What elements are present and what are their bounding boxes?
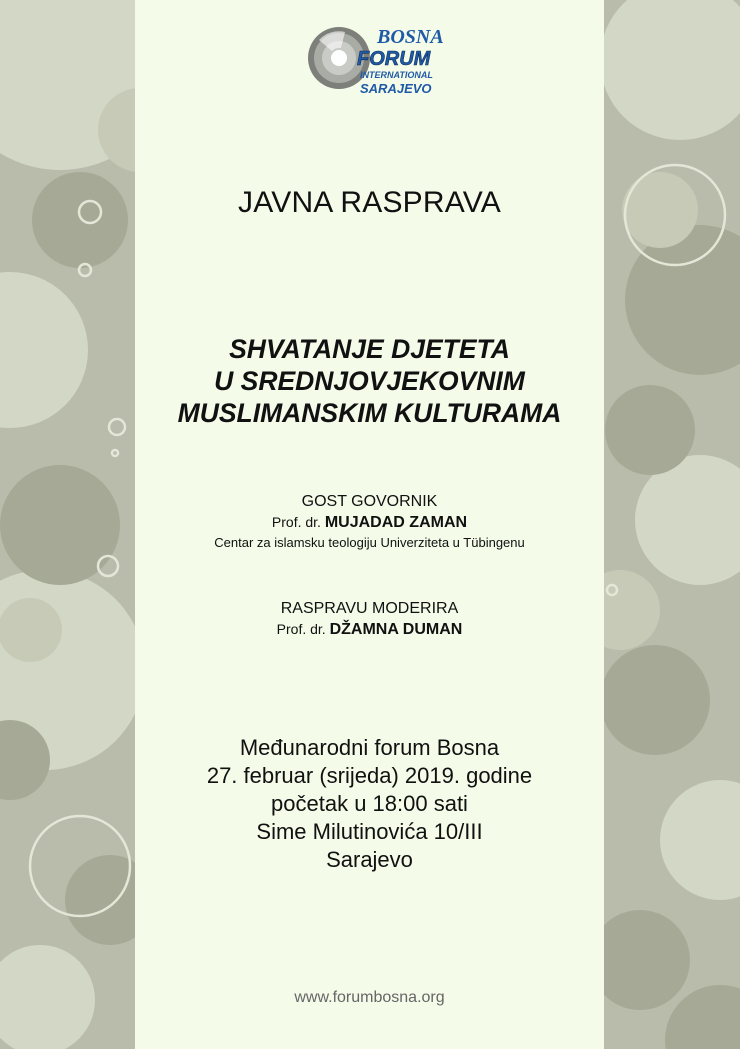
moderator-title: Prof. dr. [276,621,326,637]
guest-title: Prof. dr. [271,514,321,530]
event-details [135,734,604,874]
title-line: SHVATANJE DJETETA [229,334,510,364]
moderator-name: DŽAMNA DUMAN [329,621,463,638]
event-type-heading: JAVNA RASPRAVA [238,186,501,219]
event-time: početak u 18:00 sati [271,791,468,816]
moderator-person [135,619,604,640]
title-line: MUSLIMANSKIM KULTURAMA [177,398,562,428]
logo-text-international: INTERNATIONAL [360,70,433,80]
event-venue: Međunarodni forum Bosna [239,735,500,760]
logo-text-bosna: BOSNA [377,26,444,48]
guest-person [135,512,604,533]
logo-text-forum: FORUM [357,48,431,70]
forum-bosna-logo [305,22,444,98]
event-city: Sarajevo [326,847,413,872]
event-address: Sime Milutinovića 10/III [256,819,483,844]
logo-text-sarajevo: SARAJEVO [360,81,432,96]
moderator-block [135,598,604,640]
event-date: 27. februar (srijeda) 2019. godine [206,763,533,788]
guest-label: GOST GOVORNIK [301,493,438,510]
guest-speaker-block [135,491,604,553]
guest-name: MUJADAD ZAMAN [324,514,468,531]
guest-affiliation: Centar za islamsku teologiju Univerziteta u Tübingenu [214,535,525,550]
lecture-title [135,333,604,429]
website-link[interactable]: www.forumbosna.org [294,989,445,1006]
moderator-label: RASPRAVU MODERIRA [280,600,459,617]
title-line: U SREDNJOVJEKOVNIM [214,366,525,396]
